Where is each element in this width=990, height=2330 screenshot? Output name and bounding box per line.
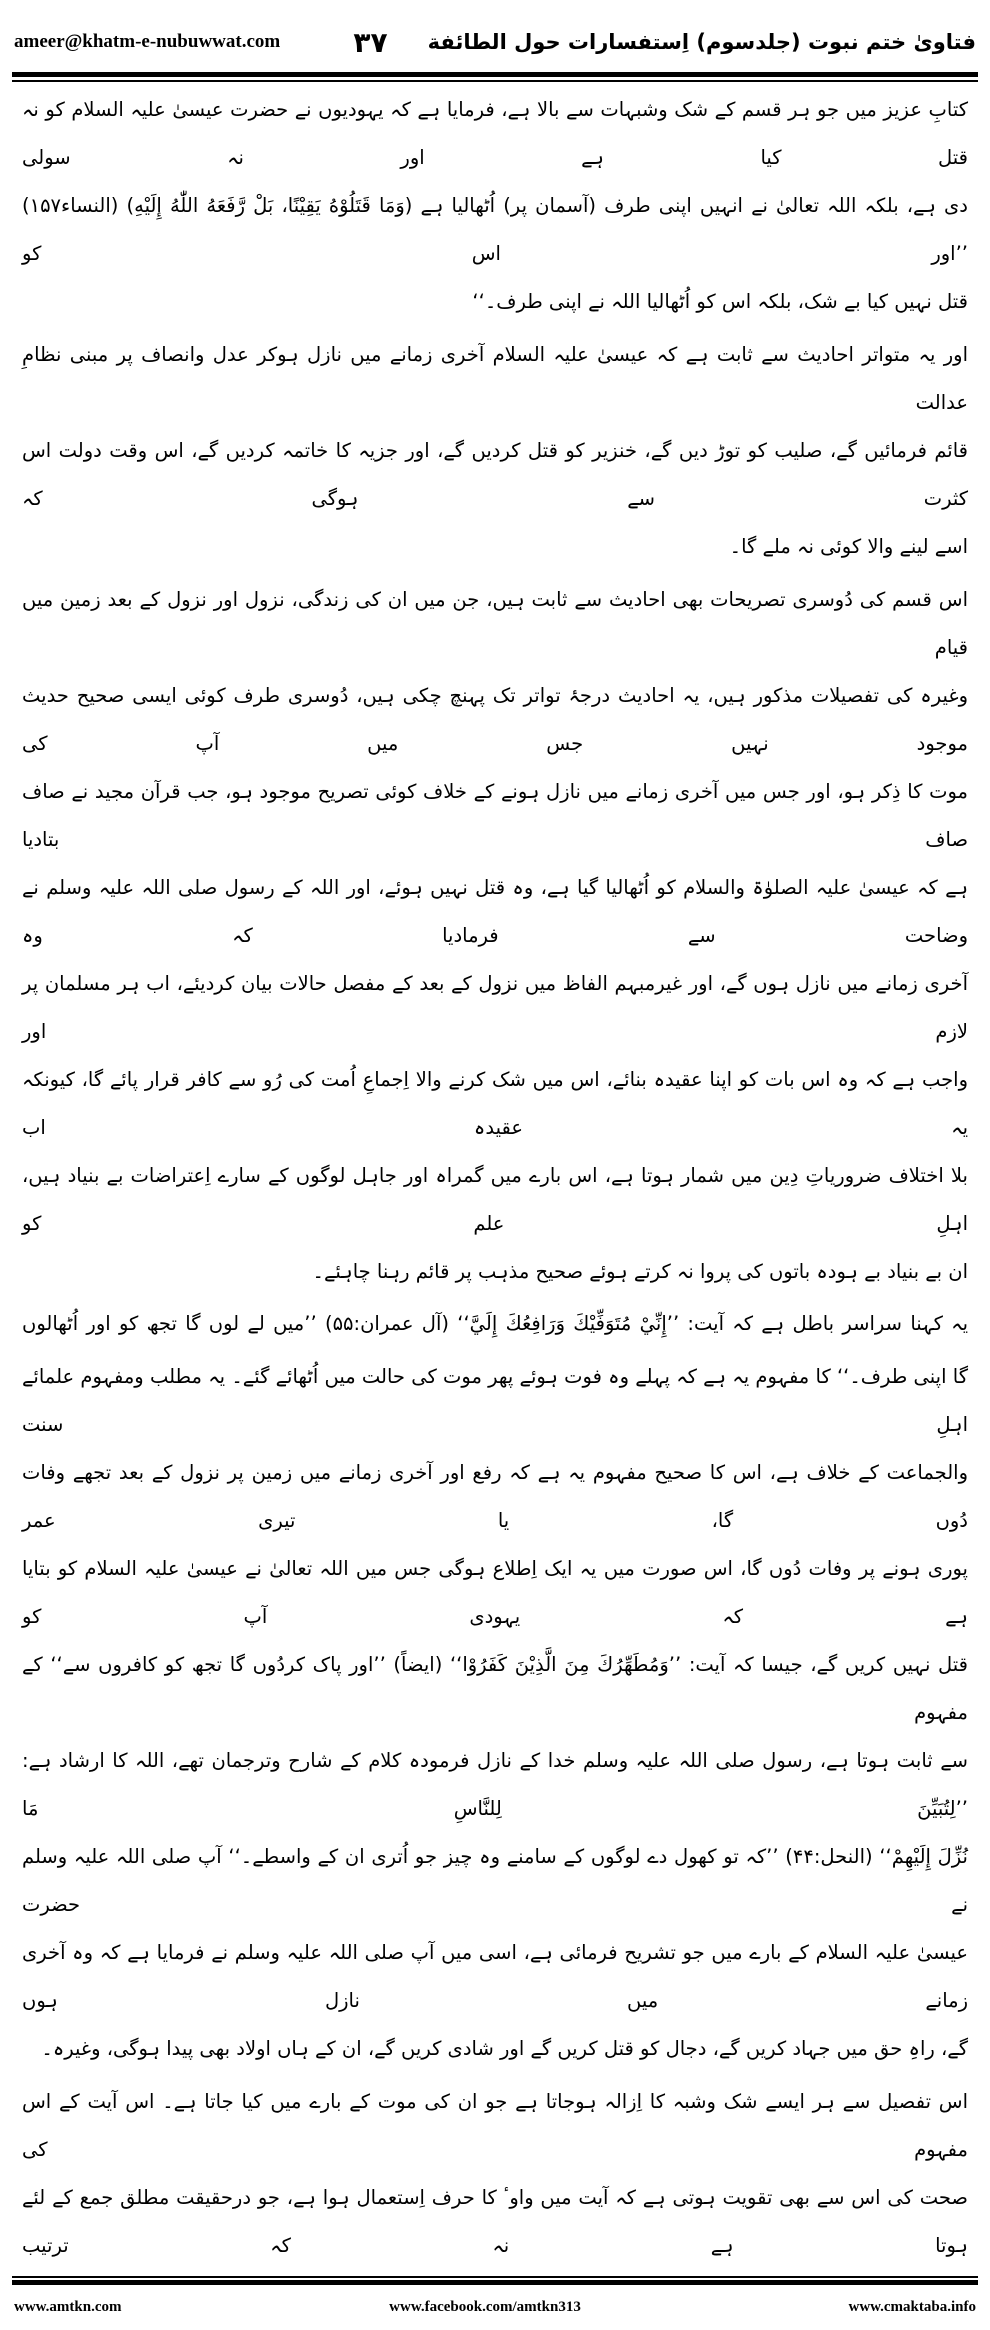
text-line: گا اپنی طرف۔‘‘ کا مفہوم یہ ہے کہ پہلے وہ فوت ہوئے پھر موت کی حالت میں اُٹھائے گئے۔ یہ مطلب ومفہوم علمائے اہلِ سنت	[22, 1365, 968, 1437]
text-line: قائم فرمائیں گے، صلیب کو توڑ دیں گے، خنزیر کو قتل کردیں گے، اور جزیہ کا خاتمہ کردیں گے، اس وقت دولت اس کثرت سے ہوگی کہ	[22, 438, 968, 510]
header-email: ameer@khatm-e-nubuwwat.com	[14, 31, 281, 52]
header-rule-thick	[12, 72, 978, 77]
text-line: وغیرہ کی تفصیلات مذکور ہیں، یہ احادیث درجۂ تواتر تک پہنچ چکی ہیں، دُوسری طرف کوئی ایسی صحیح حدیث موجود نہیں جس میں آپ کی	[22, 683, 968, 755]
page-number: ۳۷	[353, 25, 388, 59]
text-line: عیسیٰ علیہ السلام کے بارے میں جو تشریح فرمائی ہے، اسی میں آپ صلی اللہ علیہ وسلم نے فرمایا ہے کہ وہ آخری زمانے میں نازل ہوں	[22, 1941, 968, 2013]
footer-link-cmaktaba[interactable]: www.cmaktaba.info	[848, 2298, 976, 2315]
text-line: نُزِّلَ إِلَيْهِمْ‘‘ (النحل:۴۴) ’’کہ تو کھول دے لوگوں کے سامنے وہ چیز جو اُتری ان کے واسطے۔‘‘ آپ صلی اللہ علیہ وسلم نے حضرت	[22, 1845, 968, 1917]
book-title: فتاویٰ ختم نبوت (جلدسوم) اِستفسارات حول الطائفة	[427, 30, 976, 54]
footer-link-facebook[interactable]: www.facebook.com/amtkn313	[389, 2298, 581, 2315]
text-line: یہ کہنا سراسر باطل ہے کہ آیت: ’’إِنِّيْ مُتَوَفِّيْكَ وَرَافِعُكَ إِلَيَّ‘‘ (آل عمران:۵۵) ’’میں لے لوں گا تجھ کو اور اُٹھالوں	[22, 1312, 969, 1336]
text-line: صحت کی اس سے بھی تقویت ہوتی ہے کہ آیت میں واوٴ کا حرف اِستعمال ہوا ہے، جو درحقیقت مطلق جمع کے لئے ہوتا ہے نہ کہ ترتیب	[22, 2185, 968, 2257]
footer-rule-thin	[12, 2276, 978, 2278]
text-line: واجب ہے کہ وہ اس بات کو اپنا عقیدہ بنائے، اس میں شک کرنے والا اِجماعِ اُمت کی رُو سے کافر قرار پائے گا، کیونکہ یہ عقیدہ اب	[22, 1067, 968, 1139]
text-line: قتل نہیں کیا بے شک، بلکہ اس کو اُٹھالیا اللہ نے اپنی طرف۔‘‘	[472, 290, 968, 313]
page-header	[14, 0, 976, 62]
text-line: سے ثابت ہوتا ہے، رسول صلی اللہ علیہ وسلم خدا کے نازل فرمودہ کلام کے شارح وترجمان تھے، اللہ کا ارشاد ہے: ’’لِتُبَيِّنَ لِلنَّاسِ مَا	[22, 1749, 968, 1821]
text-line: آخری زمانے میں نازل ہوں گے، اور غیرمبہم الفاظ میں نزول کے بعد کے مفصل حالات بیان کردیئے، اب ہر مسلمان پر لازم اور	[22, 971, 968, 1043]
text-line: اسے لینے والا کوئی نہ ملے گا۔	[729, 534, 968, 558]
page-body	[22, 82, 968, 2276]
text-line: والجماعت کے خلاف ہے، اس کا صحیح مفہوم یہ ہے کہ رفع اور آخری زمانے میں زمین پر نزول کے بعد تجھے وفات دُوں گا، یا تیری عمر	[22, 1461, 968, 1533]
text-line: پوری ہونے پر وفات دُوں گا، اس صورت میں یہ ایک اِطلاع ہوگی جس میں اللہ تعالیٰ نے عیسیٰ علیہ السلام کو بتایا ہے کہ یہودی آپ کو	[22, 1557, 968, 1629]
text-line: اس قسم کی دُوسری تصریحات بھی احادیث سے ثابت ہیں، جن میں ان کی زندگی، نزول اور نزول کے بعد زمین میں قیام	[22, 587, 968, 659]
text-line: اور یہ متواتر احادیث سے ثابت ہے کہ عیسیٰ علیہ السلام آخری زمانے میں نازل ہوکر عدل وانصاف پر مبنی نظامِ عدالت	[22, 342, 968, 414]
text-line: بلا اختلاف ضروریاتِ دِین میں شمار ہوتا ہے، اس بارے میں گمراہ اور جاہل لوگوں کے سارے اِعتراضات بے بنیاد ہیں، اہلِ علم کو	[22, 1163, 968, 1235]
text-line: ہے کہ عیسیٰ علیہ الصلوٰۃ والسلام کو اُٹھالیا گیا ہے، وہ قتل نہیں ہوئے، اور اللہ کے رسول صلی اللہ علیہ وسلم نے وضاحت سے فرمادیا کہ وہ	[22, 875, 968, 947]
text-line: دی ہے، بلکہ اللہ تعالیٰ نے انہیں اپنی طرف (آسمان پر) اُٹھالیا ہے (وَمَا قَتَلُوْهُ يَقِيْنًا، بَلْ رَّفَعَهُ اللّٰهُ إِلَيْهِ) (النساء۱۵۷) ’’اور اس کو	[22, 194, 968, 265]
text-line: ان بے بنیاد بے ہودہ باتوں کی پروا نہ کرتے ہوئے صحیح مذہب پر قائم رہنا چاہئے۔	[312, 1259, 968, 1283]
footer-link-amtkn[interactable]: www.amtkn.com	[14, 2298, 122, 2315]
text-line: موت کا ذِکر ہو، اور جس میں آخری زمانے میں نازل ہونے کے خلاف کوئی تصریح موجود ہو، جب قرآن مجید نے صاف صاف بتادیا	[22, 779, 968, 851]
page-footer	[14, 2299, 976, 2330]
footer-rule-thick	[12, 2280, 978, 2285]
text-line: اس تفصیل سے ہر ایسے شک وشبہ کا اِزالہ ہوجاتا ہے جو ان کی موت کے بارے میں کیا جاتا ہے۔ اس آیت کے اس مفہوم کی	[22, 2089, 968, 2161]
text-line: گے، راہِ حق میں جہاد کریں گے، دجال کو قتل کریں گے اور شادی کریں گے، ان کے ہاں اولاد بھی پیدا ہوگی، وغیرہ۔	[41, 2037, 968, 2061]
text-line: قتل نہیں کریں گے، جیسا کہ آیت: ’’وَمُطَهِّرُكَ مِنَ الَّذِيْنَ كَفَرُوْا‘‘ (ایضاً) ’’اور پاک کردُوں گا تجھ کو کافروں سے‘‘ کے مفہوم	[22, 1653, 968, 1725]
text-line: کتابِ عزیز میں جو ہر قسم کے شک وشبہات سے بالا ہے، فرمایا ہے کہ یہودیوں نے حضرت عیسیٰ علیہ السلام کو نہ قتل کیا ہے اور نہ سولی	[22, 98, 968, 169]
